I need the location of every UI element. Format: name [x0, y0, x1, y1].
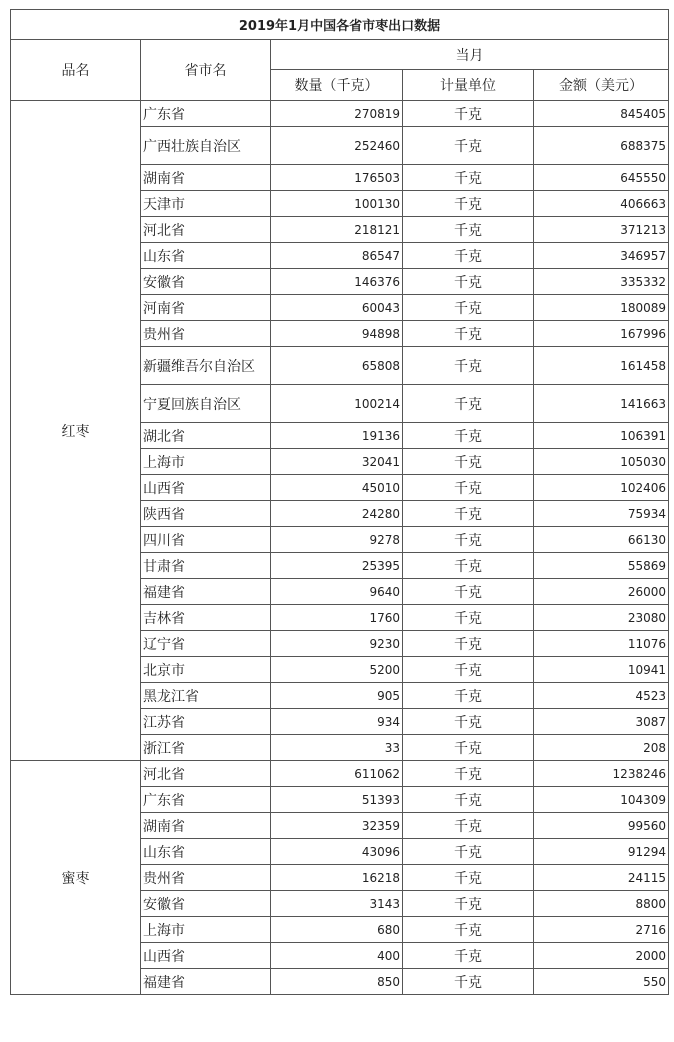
- unit-cell: 千克: [403, 269, 534, 295]
- province-cell: 湖北省: [141, 423, 271, 449]
- province-cell: 陕西省: [141, 501, 271, 527]
- unit-cell: 千克: [403, 631, 534, 657]
- province-cell: 山东省: [141, 839, 271, 865]
- province-cell: 河南省: [141, 295, 271, 321]
- quantity-cell: 100214: [271, 385, 403, 423]
- quantity-cell: 218121: [271, 217, 403, 243]
- amount-cell: 106391: [534, 423, 669, 449]
- amount-cell: 3087: [534, 709, 669, 735]
- unit-cell: 千克: [403, 191, 534, 217]
- province-cell: 广东省: [141, 787, 271, 813]
- amount-cell: 406663: [534, 191, 669, 217]
- unit-cell: 千克: [403, 127, 534, 165]
- quantity-cell: 25395: [271, 553, 403, 579]
- unit-cell: 千克: [403, 605, 534, 631]
- header-province: 省市名: [141, 40, 271, 101]
- unit-cell: 千克: [403, 101, 534, 127]
- quantity-cell: 86547: [271, 243, 403, 269]
- quantity-cell: 850: [271, 969, 403, 995]
- unit-cell: 千克: [403, 735, 534, 761]
- quantity-cell: 934: [271, 709, 403, 735]
- unit-cell: 千克: [403, 385, 534, 423]
- header-product: 品名: [11, 40, 141, 101]
- unit-cell: 千克: [403, 527, 534, 553]
- header-period: 当月: [271, 40, 669, 70]
- amount-cell: 104309: [534, 787, 669, 813]
- province-cell: 山西省: [141, 943, 271, 969]
- province-cell: 山东省: [141, 243, 271, 269]
- amount-cell: 4523: [534, 683, 669, 709]
- province-cell: 河北省: [141, 217, 271, 243]
- unit-cell: 千克: [403, 553, 534, 579]
- province-cell: 湖南省: [141, 813, 271, 839]
- quantity-cell: 43096: [271, 839, 403, 865]
- amount-cell: 346957: [534, 243, 669, 269]
- unit-cell: 千克: [403, 709, 534, 735]
- quantity-cell: 19136: [271, 423, 403, 449]
- province-cell: 福建省: [141, 579, 271, 605]
- unit-cell: 千克: [403, 787, 534, 813]
- unit-cell: 千克: [403, 579, 534, 605]
- unit-cell: 千克: [403, 321, 534, 347]
- quantity-cell: 146376: [271, 269, 403, 295]
- jujube-export-table: [10, 9, 669, 995]
- header-amount: 金额（美元）: [534, 70, 669, 101]
- table-body: [11, 101, 669, 995]
- amount-cell: 26000: [534, 579, 669, 605]
- product-name-cell: 蜜枣: [11, 761, 141, 995]
- province-cell: 浙江省: [141, 735, 271, 761]
- province-cell: 甘肃省: [141, 553, 271, 579]
- province-cell: 天津市: [141, 191, 271, 217]
- amount-cell: 1238246: [534, 761, 669, 787]
- unit-cell: 千克: [403, 295, 534, 321]
- quantity-cell: 3143: [271, 891, 403, 917]
- unit-cell: 千克: [403, 423, 534, 449]
- province-cell: 江苏省: [141, 709, 271, 735]
- province-cell: 宁夏回族自治区: [141, 385, 271, 423]
- amount-cell: 167996: [534, 321, 669, 347]
- amount-cell: 75934: [534, 501, 669, 527]
- province-cell: 河北省: [141, 761, 271, 787]
- amount-cell: 99560: [534, 813, 669, 839]
- amount-cell: 208: [534, 735, 669, 761]
- unit-cell: 千克: [403, 865, 534, 891]
- amount-cell: 335332: [534, 269, 669, 295]
- amount-cell: 550: [534, 969, 669, 995]
- quantity-cell: 252460: [271, 127, 403, 165]
- quantity-cell: 680: [271, 917, 403, 943]
- quantity-cell: 9230: [271, 631, 403, 657]
- amount-cell: 11076: [534, 631, 669, 657]
- unit-cell: 千克: [403, 165, 534, 191]
- province-cell: 贵州省: [141, 321, 271, 347]
- province-cell: 山西省: [141, 475, 271, 501]
- export-table-container: [10, 9, 669, 995]
- province-cell: 广东省: [141, 101, 271, 127]
- province-cell: 吉林省: [141, 605, 271, 631]
- quantity-cell: 32041: [271, 449, 403, 475]
- quantity-cell: 1760: [271, 605, 403, 631]
- province-cell: 广西壮族自治区: [141, 127, 271, 165]
- quantity-cell: 51393: [271, 787, 403, 813]
- amount-cell: 845405: [534, 101, 669, 127]
- province-cell: 新疆维吾尔自治区: [141, 347, 271, 385]
- quantity-cell: 611062: [271, 761, 403, 787]
- province-cell: 贵州省: [141, 865, 271, 891]
- province-cell: 辽宁省: [141, 631, 271, 657]
- amount-cell: 55869: [534, 553, 669, 579]
- province-cell: 安徽省: [141, 891, 271, 917]
- unit-cell: 千克: [403, 813, 534, 839]
- quantity-cell: 60043: [271, 295, 403, 321]
- unit-cell: 千克: [403, 243, 534, 269]
- province-cell: 安徽省: [141, 269, 271, 295]
- unit-cell: 千克: [403, 943, 534, 969]
- unit-cell: 千克: [403, 761, 534, 787]
- quantity-cell: 33: [271, 735, 403, 761]
- amount-cell: 371213: [534, 217, 669, 243]
- quantity-cell: 100130: [271, 191, 403, 217]
- unit-cell: 千克: [403, 839, 534, 865]
- amount-cell: 91294: [534, 839, 669, 865]
- amount-cell: 180089: [534, 295, 669, 321]
- amount-cell: 66130: [534, 527, 669, 553]
- unit-cell: 千克: [403, 657, 534, 683]
- amount-cell: 102406: [534, 475, 669, 501]
- unit-cell: 千克: [403, 501, 534, 527]
- unit-cell: 千克: [403, 969, 534, 995]
- table-row: [11, 101, 669, 127]
- unit-cell: 千克: [403, 475, 534, 501]
- amount-cell: 10941: [534, 657, 669, 683]
- quantity-cell: 270819: [271, 101, 403, 127]
- quantity-cell: 9640: [271, 579, 403, 605]
- amount-cell: 105030: [534, 449, 669, 475]
- table-row: [11, 761, 669, 787]
- province-cell: 黑龙江省: [141, 683, 271, 709]
- quantity-cell: 400: [271, 943, 403, 969]
- amount-cell: 23080: [534, 605, 669, 631]
- header-unit: 计量单位: [403, 70, 534, 101]
- unit-cell: 千克: [403, 683, 534, 709]
- province-cell: 四川省: [141, 527, 271, 553]
- product-name-cell: 红枣: [11, 101, 141, 761]
- amount-cell: 161458: [534, 347, 669, 385]
- amount-cell: 24115: [534, 865, 669, 891]
- amount-cell: 645550: [534, 165, 669, 191]
- province-cell: 福建省: [141, 969, 271, 995]
- unit-cell: 千克: [403, 917, 534, 943]
- unit-cell: 千克: [403, 449, 534, 475]
- quantity-cell: 905: [271, 683, 403, 709]
- quantity-cell: 9278: [271, 527, 403, 553]
- quantity-cell: 24280: [271, 501, 403, 527]
- province-cell: 北京市: [141, 657, 271, 683]
- amount-cell: 688375: [534, 127, 669, 165]
- province-cell: 湖南省: [141, 165, 271, 191]
- quantity-cell: 16218: [271, 865, 403, 891]
- quantity-cell: 65808: [271, 347, 403, 385]
- quantity-cell: 5200: [271, 657, 403, 683]
- province-cell: 上海市: [141, 917, 271, 943]
- quantity-cell: 32359: [271, 813, 403, 839]
- unit-cell: 千克: [403, 347, 534, 385]
- amount-cell: 141663: [534, 385, 669, 423]
- amount-cell: 2716: [534, 917, 669, 943]
- amount-cell: 8800: [534, 891, 669, 917]
- table-title: 2019年1月中国各省市枣出口数据: [11, 10, 669, 40]
- quantity-cell: 94898: [271, 321, 403, 347]
- header-quantity: 数量（千克）: [271, 70, 403, 101]
- province-cell: 上海市: [141, 449, 271, 475]
- unit-cell: 千克: [403, 217, 534, 243]
- amount-cell: 2000: [534, 943, 669, 969]
- quantity-cell: 176503: [271, 165, 403, 191]
- quantity-cell: 45010: [271, 475, 403, 501]
- unit-cell: 千克: [403, 891, 534, 917]
